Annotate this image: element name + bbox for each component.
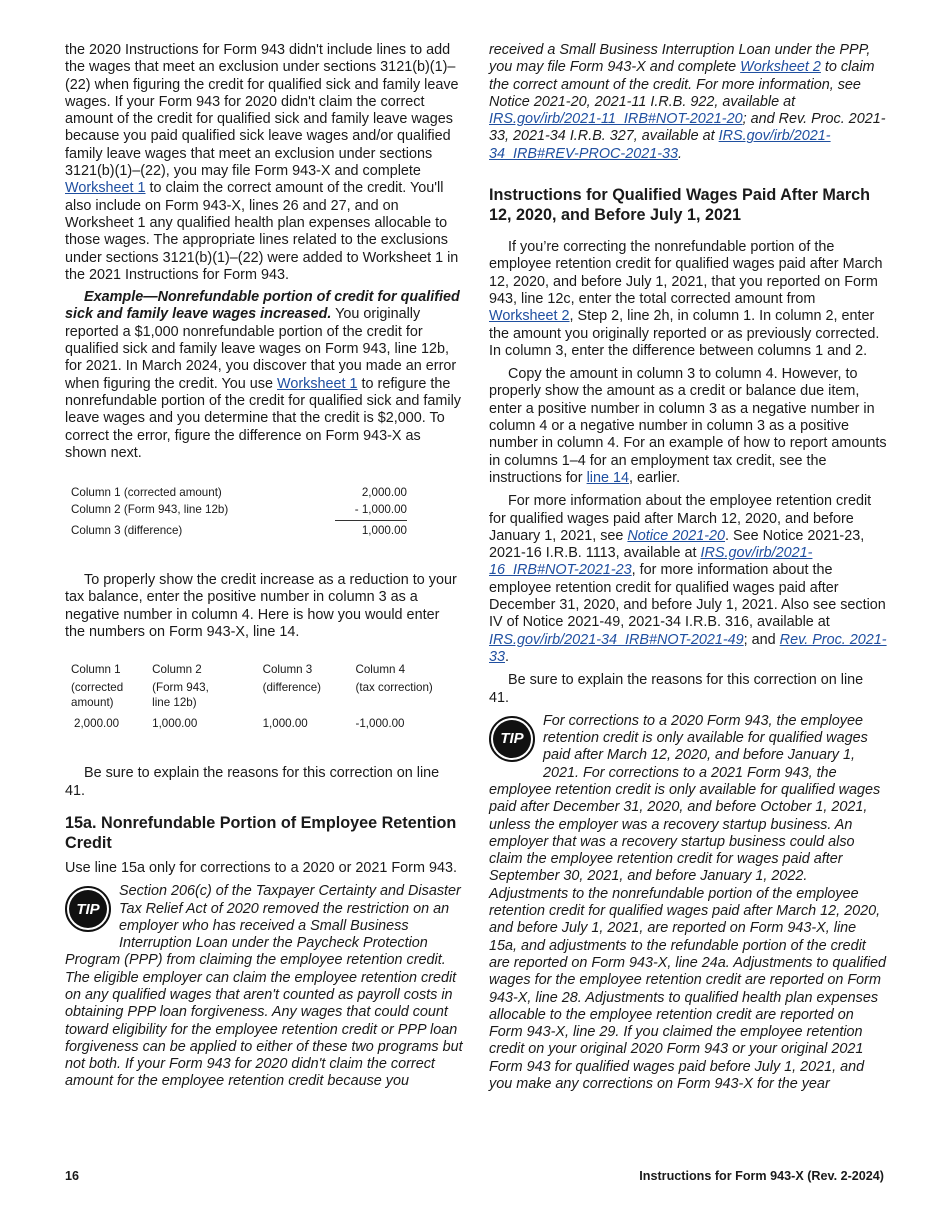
rev-proc-2021-33-link[interactable]: Rev. Proc. 2021-33	[489, 631, 887, 665]
paragraph-explain-reasons: Be sure to explain the reasons for this correction on line 41.	[489, 672, 864, 706]
paragraph-credit-increase: To properly show the credit increase as a reduction to your tax balance, enter the positive number in column 3 as a negative number in column 4. Here is how you would enter the numbers on Form 943-X, line 14.	[65, 572, 457, 641]
tip-box	[489, 713, 887, 1094]
line-14-link[interactable]: line 14	[586, 469, 629, 486]
tip-icon: TIP	[65, 886, 111, 932]
worksheet-2-link[interactable]: Worksheet 2	[740, 59, 821, 76]
paragraph-more-information: For more information about the employee retention credit for qualified wages paid after March 12, 2020, and before January 1, 2021, see Notice 2021-20. See Notice 2021-23, 2021-16 I.R.B. 1113, available at IRS.gov/irb/2021-16_IRB#NOT-2021-23, for more information about the employee retention credit for qualified wages paid after December 31, 2020, and before July 1, 2021. Also see section IV of Notice 2021-49, 2021-34 I.R.B. 316, available at IRS.gov/irb/2021-34_IRB#NOT-2021-49; and Rev. Proc. 2021-33.	[489, 493, 887, 665]
tip-text: Section 206(c) of the Taxpayer Certainty and Disaster Tax Relief Act of 2020 removed the restriction on an employer who has received a Small Business Interruption Loan under the Paycheck Protection Program (PPP) from claiming the employee retention credit. The eligible employer can claim the employee retention credit on any qualified wages that aren't counted as payroll costs in obtaining PPP loan forgiveness. Any wages that could count toward eligibility for the employee retention credit or PPP loan forgiveness can be applied to either of these two programs but not both. If your Form 943 for 2020 didn't claim the correct amount for the employee retention credit because you	[65, 883, 463, 1090]
table-subheader-row: amount) line 12b)	[71, 696, 197, 710]
paragraph-sick-leave-exclusion: the 2020 Instructions for Form 943 didn't include lines to add the wages that meet an exclusion under sections 3121(b)(1)–(22) when figuring the credit for qualified sick and family leave wages. If your Form 943 for 2020 didn't claim the correct amount of the credit for qualified sick and family leave wages because you paid qualified sick leave wages and/or qualified family leave wages that meet an exclusion under sections 3121(b)(1)–(22), you may file Form 943-X and complete Worksheet 1 to claim the correct amount of the credit. You'll also include on Form 943-X, lines 26 and 27, and on Worksheet 1 any qualified health plan expenses allocable to those wages. The appropriate lines related to the exclusions under sections 3121(b)(1)–(22) were added to Worksheet 1 in the 2021 Instructions for Form 943.	[65, 42, 459, 283]
irb-2021-11-link[interactable]: IRS.gov/irb/2021-11_IRB#NOT-2021-20	[489, 111, 743, 128]
page-number: 16	[65, 1169, 80, 1183]
worksheet-1-link[interactable]: Worksheet 1	[65, 180, 146, 197]
document-title: Instructions for Form 943-X (Rev. 2-2024)	[639, 1169, 884, 1183]
section-heading-15a: 15a. Nonrefundable Portion of Employee Retention Credit	[65, 813, 457, 852]
table-header-row: Column 1 Column 2 Column 3 Column 4	[71, 663, 406, 677]
irb-2021-34-notice-link[interactable]: IRS.gov/irb/2021-34_IRB#NOT-2021-49	[489, 631, 744, 648]
tip-box	[65, 883, 463, 1091]
paragraph-line-15a: Use line 15a only for corrections to a 2020 or 2021 Form 943.	[65, 859, 457, 876]
table-row: 2,000.00 1,000.00 1,000.00 -1,000.00	[74, 717, 405, 731]
example-table-1	[71, 484, 407, 539]
worksheet-2-link[interactable]: Worksheet 2	[489, 308, 570, 325]
tip-icon: TIP	[489, 716, 535, 762]
left-column	[65, 42, 463, 1091]
example-heading: Example—Nonrefundable portion of credit for qualified sick and family leave wages increased.	[65, 289, 460, 323]
example-paragraph: Example—Nonrefundable portion of credit for qualified sick and family leave wages increased. You originally reported a $1,000 nonrefundable portion of the credit for qualified sick and family leave wages on Form 943, line 12b, for 2021. In March 2024, you discover that you made an error when figuring the credit. You use Worksheet 1 to refigure the nonrefundable portion of the credit for qualified sick and family leave wages and you determine that the credit is $2,000. To correct the error, figure the difference on Form 943-X as shown next.	[65, 289, 461, 461]
notice-2021-20-link[interactable]: Notice 2021-20	[627, 527, 726, 544]
sum-divider	[335, 520, 407, 521]
paragraph-ppp-continued: received a Small Business Interruption Loan under the PPP, you may file Form 943-X and complete Worksheet 2 to claim the correct amount of the credit. For more information, see Notice 2021-20, 2021-11 I.R.B. 922, available at IRS.gov/irb/2021-11_IRB#NOT-2021-20; and Rev. Proc. 2021-33, 2021-34 I.R.B. 327, available at IRS.gov/irb/2021-34_IRB#REV-PROC-2021-33.	[489, 42, 886, 162]
irb-2021-34-rev-proc-link[interactable]: IRS.gov/irb/2021-34_IRB#REV-PROC-2021-33	[489, 128, 831, 162]
right-column	[489, 42, 887, 1093]
paragraph-correcting-nonrefundable: If you’re correcting the nonrefundable portion of the employee retention credit for qualified wages paid after March 12, 2020, and before July 1, 2021, that you reported on Form 943, line 12c, enter the total corrected amount from Worksheet 2, Step 2, line 2h, in column 1. In column 2, enter the amount you originally reported or as previously corrected. In column 3, enter the difference between columns 1 and 2.	[489, 239, 883, 359]
irb-2021-16-link[interactable]: IRS.gov/irb/2021-16_IRB#NOT-2021-23	[489, 545, 813, 579]
table-subheader-row: (corrected (Form 943, (difference) (tax correction)	[71, 681, 433, 695]
example-table-2	[71, 662, 463, 731]
paragraph-copy-column: Copy the amount in column 3 to column 4. However, to properly show the amount as a credit or balance due item, enter a positive number in column 3 as a negative number in column 4 or a negative number in column 3 as a positive number in column 4. For an example of how to report amounts in columns 1–4 for an employment tax credit, see the instructions for line 14, earlier.	[489, 366, 887, 486]
section-heading-qualified-wages: Instructions for Qualified Wages Paid After March 12, 2020, and Before July 1, 2021	[489, 186, 871, 225]
table-row: Column 2 (Form 943, line 12b) - 1,000.00	[71, 503, 407, 517]
tip-text: For corrections to a 2020 Form 943, the employee retention credit is only available for qualified wages paid after March 12, 2020, and before January 1, 2021. For corrections to a 2021 Form 943, the employee retention credit is only available for qualified wages paid after December 31, 2020, and before October 1, 2021, unless the employer was a recovery startup business. An employer that was a recovery startup business could also claim the employee retention credit for wages paid after September 30, 2021, and before January 1, 2022. Adjustments to the nonrefundable portion of the employee retention credit for qualified wages paid after March 12, 2020, and before July 1, 2021, are reported on Form 943-X, line 15a, and adjustments to the refundable portion of the credit are reported on Form 943-X, line 24a. Adjustments to qualified wages for the employee retention credit are reported on Form 943-X, line 28. Adjustments to qualified health plan expenses allocable to the employee retention credit are reported on Form 943-X, line 29. If you claimed the employee retention credit on your original 2020 Form 943 or your original 2021 Form 943 for qualified wages paid before July 1, 2021, and you make any corrections on Form 943-X for the year	[489, 712, 887, 1093]
paragraph-explain-reasons: Be sure to explain the reasons for this correction on line 41.	[65, 765, 440, 799]
worksheet-1-link[interactable]: Worksheet 1	[277, 375, 358, 392]
table-row: Column 1 (corrected amount) 2,000.00	[71, 486, 407, 500]
table-row: Column 3 (difference) 1,000.00	[71, 524, 407, 538]
